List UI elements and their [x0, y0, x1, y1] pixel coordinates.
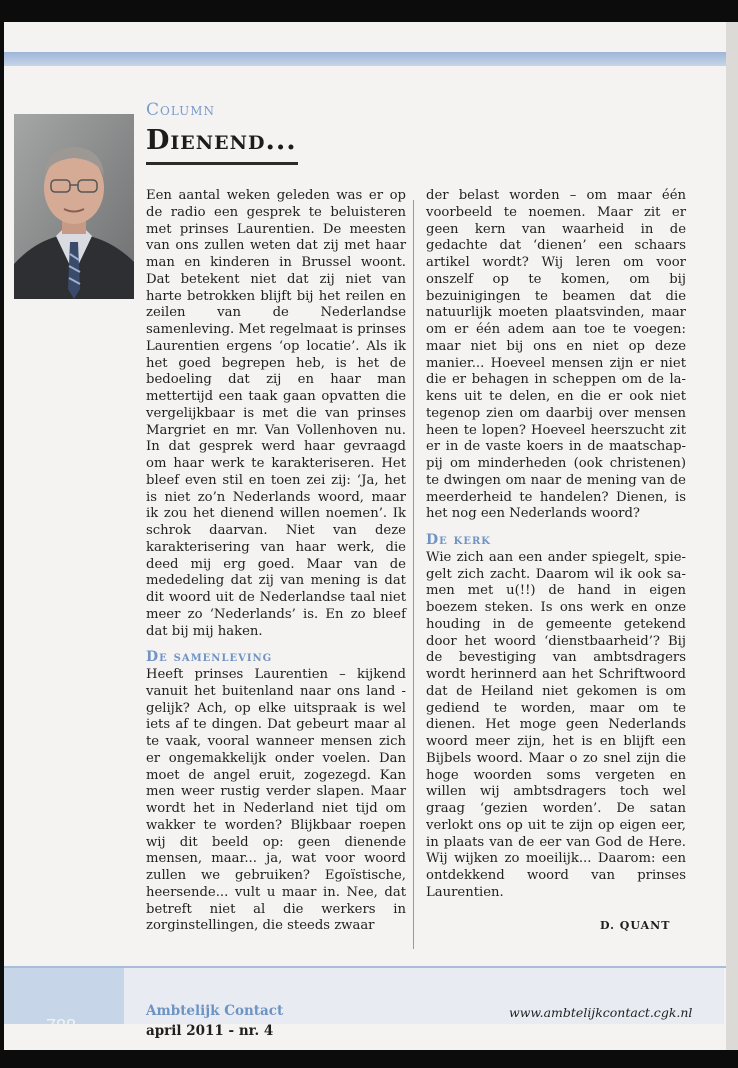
article-title: Dienend...: [146, 125, 297, 156]
body-paragraph: Heeft prinses Laurentien – kijkend vanuit het buitenland naar ons land - gelijk? Ach, op elke uitspraak is wel iets af te dingen. Dat gebeurt maar al te vaak, vooral wanneer mensen zich er ongemakkelijk onder voelen. Dan moet de angel eruit, zogezegd. Kan men weer rustig verder slapen. Maar wordt het in Nederland niet tijd om wakker te worden? Blijkbaar roepen wij dit beeld op: geen dienende mensen, maar... ja, wat voor woord zullen we gebruiken? Egoïstische, heersende... vult u maar in. Nee, dat betreft niet al die werkers in zorginstellingen, die steeds zwaar: [146, 667, 406, 934]
top-color-band: [4, 52, 726, 66]
portrait-photo-icon: [14, 114, 134, 299]
article-column-2: [426, 188, 686, 902]
section-heading-kerk: De kerk: [426, 532, 491, 548]
page-number: 788: [46, 1016, 77, 1036]
section-heading-samenleving: De samenleving: [146, 649, 273, 666]
intro-paragraph: Een aantal weken geleden was er op de radio een gesprek te beluisteren met prinses Laurentien. De meesten van ons zullen weten dat zij met haar man en kinderen in Brussel woont. Dat betekent niet dat zij niet van harte betrokken blijft bij het reilen en zeilen van de Nederlandse samenleving. Met regelmaat is prinses Laurentien ergens ‘op locatie’. Als ik het goed begrepen heb, is het de bedoeling dat zij en haar man mettertijd een taak gaan opvatten die vergelijkbaar is met die van prinses Margriet en mr. Van Vollenhoven nu. In dat gesprek werd haar gevraagd om haar werk te karakteriseren. Het bleef even stil en toen zei zij: ‘Ja, het is niet zo’n Nederlands woord, maar ik zou het dienend willen noemen’. Ik schrok daarvan. Niet van deze karakterisering van haar werk, die deed mij erg goed. Maar van de mededeling dat zij van mening is dat dit woord uit de Nederlandse taal niet meer zo ‘Nederlands’ is. En zo bleef dat bij mij haken.: [146, 188, 406, 639]
facing-page-edge: [726, 22, 738, 1050]
issue-info: april 2011 - nr. 4: [146, 1023, 274, 1039]
author-name: D. QUANT: [600, 919, 671, 932]
title-underline: [146, 162, 298, 165]
magazine-page: [4, 22, 726, 1050]
website-link[interactable]: www.ambtelijkcontact.cgk.nl: [509, 1005, 693, 1020]
body-paragraph: der belast worden – om maar één voorbeeld te noemen. Maar zit er geen kern van waarheid in de gedachte dat ‘dienen’ een schaars artikel wordt? Wij leren om voor onszelf op te komen, om bij bezuinigingen te beamen dat die natuurlijk moeten plaatsvinden, maar om er één adem aan toe te voegen: maar niet bij ons en niet op deze manier... Hoeveel mensen zijn er niet die er behagen in scheppen om de lakens uit te delen, en die er ook niet tegenop zien om daarbij over mensen heen te lopen? Hoeveel heerszucht zit er in de vaste koers in de maatschappij om minderheden (ook christenen) te dwingen om naar de mening van de meerderheid te handelen? Dienen, is het nog een Nederlands woord?: [426, 188, 686, 522]
author-photo: [14, 114, 134, 299]
column-divider: [413, 200, 414, 949]
article-column-1: [146, 188, 406, 935]
body-paragraph: Wie zich aan een ander spiegelt, spiegelt zich zacht. Daarom wil ik ook samen met u(!!) de hand in eigen boezem steken. Is ons werk en onze houding in de gemeente getekend door het woord ‘dienstbaarheid’? Bij de bevestiging van ambtsdragers wordt herinnerd aan het Schriftwoord dat de Heiland niet gekomen is om gediend te worden, maar om te dienen. Het moge geen Nederlands woord meer zijn, het is en blijft een Bijbels woord. Maar o zo snel zijn die hoge woorden soms vergeten en willen wij ambtsdragers toch wel graag ‘gezien worden’. De satan verlokt ons op uit te zijn op eigen eer, in plaats van de eer van God de Here. Wij wijken zo moeilijk... Daarom: een ontdekkend woord van prinses Laurentien.: [426, 549, 686, 900]
section-label: Column: [146, 100, 216, 120]
publication-name: Ambtelijk Contact: [146, 1003, 284, 1019]
